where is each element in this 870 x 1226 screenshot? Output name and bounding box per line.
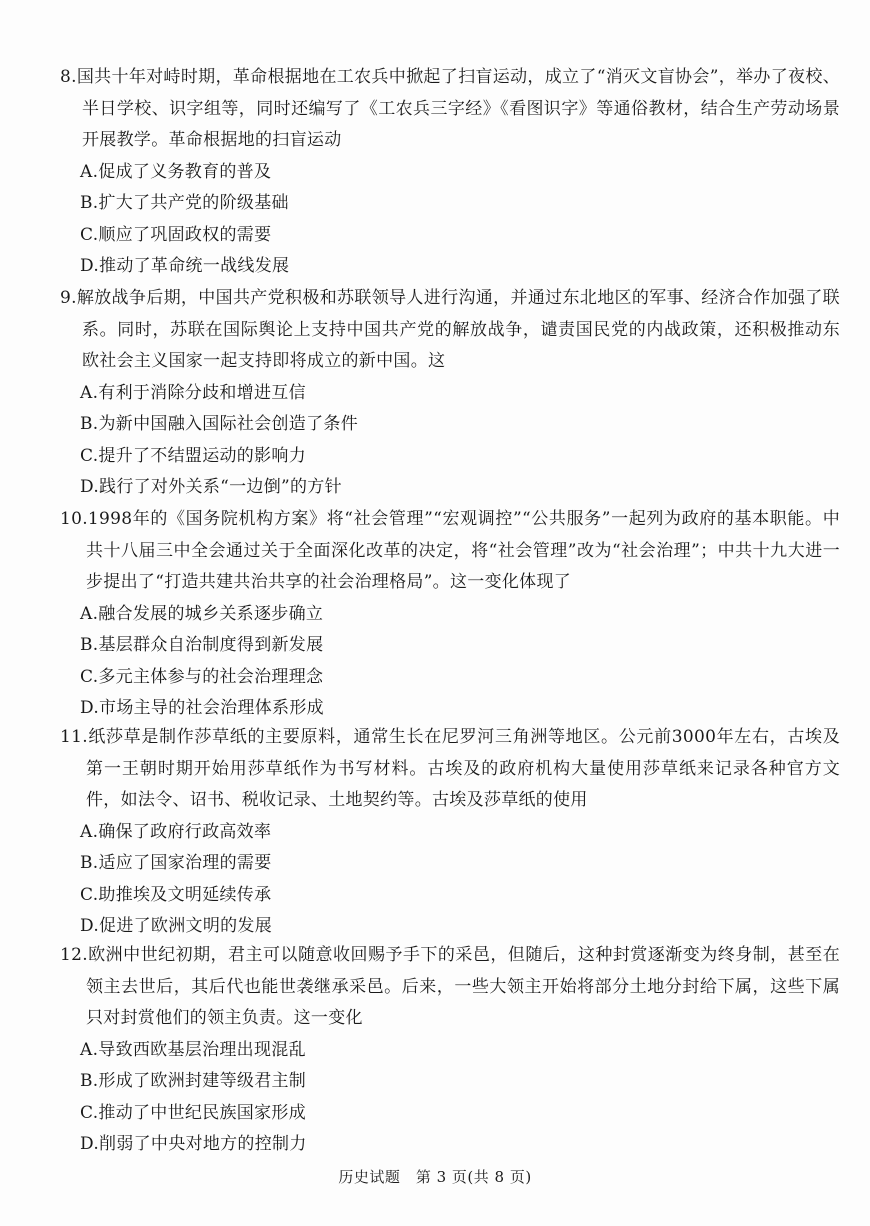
option-a: A.导致西欧基层治理出现混乱 — [80, 1039, 306, 1060]
question-stem: 9.解放战争后期，中国共产党积极和苏联领导人进行沟通，并通过东北地区的军事、经济合作加强了联系。同时，苏联在国际舆论上支持中国共产党的解放战争，谴责国民党的内战政策，还积极推动东欧社会主义国家一起支持即将成立的新中国。这 — [60, 288, 840, 371]
option-d: D.践行了对外关系“一边倒”的方针 — [80, 477, 342, 497]
option-a: A.促成了义务教育的普及 — [80, 161, 272, 182]
question-11 — [60, 722, 840, 943]
option-c: C.助推埃及文明延续传承 — [80, 884, 272, 905]
option-a: A.有利于消除分歧和增进互信 — [80, 382, 306, 403]
option-d: D.削弱了中央对地方的控制力 — [80, 1134, 307, 1154]
option-b: B.为新中国融入国际社会创造了条件 — [80, 414, 358, 434]
option-b: B.基层群众自治制度得到新发展 — [80, 635, 324, 655]
question-stem: 8.国共十年对峙时期，革命根据地在工农兵中掀起了扫盲运动，成立了“消灭文盲协会”，举办了夜校、半日学校、识字组等，同时还编写了《工农兵三字经》《看图识字》等通俗教材，结合生产劳动场景开展教学。革命根据地的扫盲运动 — [60, 67, 840, 150]
option-c: C.提升了不结盟运动的影响力 — [80, 445, 307, 466]
option-c: C.顺应了巩固政权的需要 — [80, 224, 272, 245]
question-stem: 10.1998年的《国务院机构方案》将“社会管理”“宏观调控”“公共服务”一起列为政府的基本职能。中共十八届三中全会通过关于全面深化改革的决定，将“社会管理”改为“社会治理”；中共十九大进一步提出了“打造共建共治共享的社会治理格局”。这一变化体现了 — [60, 509, 840, 592]
option-b: B.形成了欧洲封建等级君主制 — [80, 1071, 307, 1091]
option-a: A.确保了政府行政高效率 — [80, 821, 272, 842]
option-d: D.市场主导的社会治理体系形成 — [80, 698, 324, 718]
question-stem: 12.欧洲中世纪初期，君主可以随意收回赐予手下的采邑，但随后，这种封赏逐渐变为终身制，甚至在领主去世后，其后代也能世袭继承采邑。后来，一些大领主开始将部分土地分封给下属，这些下属只对封赏他们的领主负责。这一变化 — [60, 945, 840, 1028]
option-b: B.扩大了共产党的阶级基础 — [80, 193, 289, 213]
question-stem: 11.纸莎草是制作莎草纸的主要原料，通常生长在尼罗河三角洲等地区。公元前3000年左右，古埃及第一王朝时期开始用莎草纸作为书写材料。古埃及的政府机构大量使用莎草纸来记录各种官方文件，如法令、诏书、税收记录、土地契约等。古埃及莎草纸的使用 — [60, 727, 840, 810]
question-8 — [60, 62, 840, 283]
question-9 — [60, 283, 840, 504]
option-d: D.促进了欧洲文明的发展 — [80, 916, 273, 936]
option-c: C.推动了中世纪民族国家形成 — [80, 1102, 307, 1123]
option-c: C.多元主体参与的社会治理理念 — [80, 666, 324, 687]
option-a: A.融合发展的城乡关系逐步确立 — [80, 603, 324, 624]
option-b: B.适应了国家治理的需要 — [80, 853, 272, 873]
question-12 — [60, 940, 840, 1161]
question-10 — [60, 504, 840, 725]
page-footer: 历史试题 第 3 页(共 8 页) — [338, 1168, 532, 1186]
option-d: D.推动了革命统一战线发展 — [80, 256, 290, 276]
